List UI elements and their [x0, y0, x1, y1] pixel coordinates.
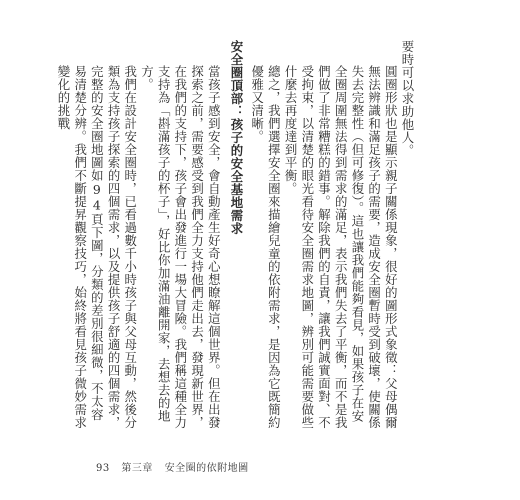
paragraph: 總之，我們選擇安全圈來描繪兒童的依附需求，是因為它既簡約優雅又清晰。 — [249, 64, 282, 429]
section-heading: 安全圈頂部：孩子的安全基地需求 — [228, 40, 244, 235]
paragraph-continuation: 要時可以求助他人。 — [400, 40, 415, 157]
page-footer — [96, 459, 249, 474]
page-number: 93 — [96, 463, 110, 474]
chapter-title: 安全圈的依附地圖 — [164, 463, 249, 474]
paragraph: 圓圈形狀也是顯示親子關係現象，很好的圖形式象徵：父母偶爾無法辨識和滿足孩子的需要，造成安全圈暫時受到破壞，使關係失去完整性（但可修復）。這也讓我們能夠看見，如果孩子在安全圈周圍無法得到需求的滿足，表示我們失去了平衡，而不是我們做了非常糟糕的錯事。解除我們的自責，讓我們誠實面對、不受拘束，以清楚的眼光看待安全圈需求地圖，辨別可能需要做些什麼去再度達到平衡。 — [283, 64, 399, 429]
chapter-label: 第三章 — [121, 463, 153, 474]
paragraph: 當孩子感到安全，會自動產生好奇心想瞭解這個世界。但在出發探索之前，需要感受到我們全力支持他們走出去，發現新世界，在我們的支持下，孩子會出發進行一場大冒險。我們稱這種全力支持為「斟滿孩子的杯子」，好比你加滿油離開家，去想去的地方。 — [139, 64, 222, 429]
body-text — [54, 40, 415, 430]
paragraph: 我們在設計安全圈時，已看過數千小時孩子與父母互動，然後分類為支持孩子探索的四個需求，以及提供孩子舒適的四個需求，完整的安全圈地圖如94頁下圖，分類的差別很細微，不太容易清楚分辨。我們不斷提昇觀察技巧，始終將看見孩子微妙需求變化的挑戰 — [55, 64, 138, 429]
